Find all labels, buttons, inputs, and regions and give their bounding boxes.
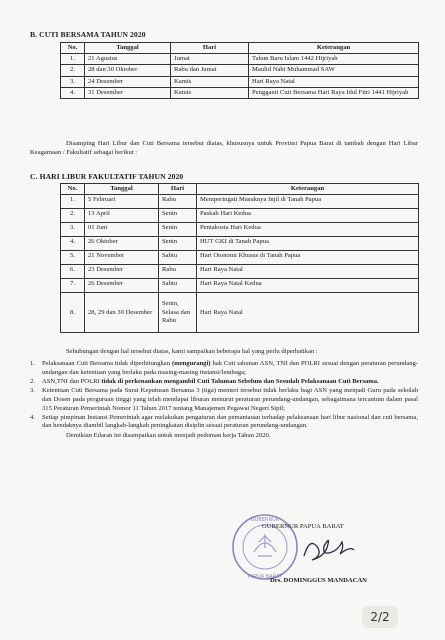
svg-text:PAPUA BARAT: PAPUA BARAT bbox=[247, 574, 283, 580]
cell-tanggal: 28 dan 30 Oktober bbox=[85, 65, 171, 76]
list-item: 3. Ketentuan Cuti Bersama pada Surat Keputusan Bersama 3 (tiga) menteri tersebut tidak berlaku bagi ASN yang menjadi Guru pada sekolah dan Dosen pada perguruan tinggi yang telah mendapat liburan menurut peraturan perundang-undangan, sebagaimana tercantum dalam pasal 315 Peraturan Pemerintah Nomor 11 Tahun 2017 tentang Manajemen Pegawai Negeri Sipil; bbox=[30, 387, 418, 412]
cell-hari: Senin bbox=[159, 223, 197, 237]
cell-no: 5. bbox=[61, 251, 85, 265]
cell-no: 4. bbox=[61, 87, 85, 98]
table-header-row bbox=[61, 184, 419, 195]
col-header-keterangan: Keterangan bbox=[197, 184, 419, 195]
cell-tanggal: 26 Desember bbox=[85, 279, 159, 293]
cell-no: 6. bbox=[61, 265, 85, 279]
section-b-title: B. CUTI BERSAMA TAHUN 2020 bbox=[30, 30, 146, 39]
table-row bbox=[61, 65, 419, 76]
cell-keterangan: Paskah Hari Kedua bbox=[197, 209, 419, 223]
cell-keterangan: HUT GKI di Tanah Papua bbox=[197, 237, 419, 251]
cell-keterangan: Tahun Baru Islam 1442 Hijriyah bbox=[249, 54, 419, 65]
col-header-hari: Hari bbox=[159, 184, 197, 195]
hari-libur-fakultatif-table bbox=[60, 183, 419, 333]
table-row bbox=[61, 54, 419, 65]
table-row bbox=[61, 223, 419, 237]
cell-tanggal: 28, 29 dan 30 Desember bbox=[85, 293, 159, 333]
cell-keterangan: Memperingati Masuknya Injil di Tanah Papua bbox=[197, 195, 419, 209]
list-item: 2. ASN,TNI dan POLRI tidak di perkenankan mengambil Cuti Tahunan Sebelum dan Sesudah Pelaksanaan Cuti Bersama. bbox=[30, 377, 379, 385]
col-header-tanggal: Tanggal bbox=[85, 184, 159, 195]
col-header-keterangan: Keterangan bbox=[249, 43, 419, 54]
table-row bbox=[61, 251, 419, 265]
cell-hari: Rabu dan Jumat bbox=[171, 65, 249, 76]
handwritten-signature-icon bbox=[300, 530, 356, 564]
cell-keterangan: Pengganti Cuti Bersama Hari Raya Idul Fitri 1441 Hijriyah bbox=[249, 87, 419, 98]
page-indicator: 2/2 bbox=[362, 606, 398, 628]
cell-no: 3. bbox=[61, 76, 85, 87]
list-item: 1. Pelaksanaan Cuti Bersama tidak diperhitungkan (mengurangi) hak Cuti tahunan ASN, TNI dan POLRI sesuai dengan peraturan perundang-undangan dan ketentuan yang berlaku pada masing-masing instansi/lembaga; bbox=[30, 360, 418, 376]
cell-keterangan: Hari Otonomi Khusus di Tanah Papua bbox=[197, 251, 419, 265]
cell-tanggal: 23 Desember bbox=[85, 265, 159, 279]
closing-paragraph: Demikian Edaran ini disampaikan untuk menjadi pedoman kerja Tahun 2020. bbox=[66, 432, 271, 440]
cell-hari: Senin bbox=[159, 209, 197, 223]
cell-no: 4. bbox=[61, 237, 85, 251]
table-row bbox=[61, 293, 419, 333]
table-row bbox=[61, 265, 419, 279]
cell-no: 1. bbox=[61, 54, 85, 65]
intro-paragraph: Disamping Hari Libur dan Cuti Bersama tersebut diatas, khususnya untuk Provinsi Papua Barat di tambah dengan Hari Libur Keagamaan / Fakultatif sebagai berikut : bbox=[30, 140, 418, 156]
cell-hari: Sabtu bbox=[159, 251, 197, 265]
cell-no: 8. bbox=[61, 293, 85, 333]
cell-tanggal: 13 April bbox=[85, 209, 159, 223]
list-item: 4. Setiap pimpinan Instansi Pemerintah agar melakukan pengaturan dan pemantauan terhadap pelaksanaan hari libur nasional dan cuti bersama, dan hendaknya diambil langkah-langkah peningkatan disiplin sesuai peraturan perundang-undangan. bbox=[30, 413, 418, 430]
cell-no: 7. bbox=[61, 279, 85, 293]
cell-no: 2. bbox=[61, 209, 85, 223]
cell-hari: Senin bbox=[159, 237, 197, 251]
cell-no: 1. bbox=[61, 195, 85, 209]
cell-hari: Rabu bbox=[159, 195, 197, 209]
table-row bbox=[61, 87, 419, 98]
cell-hari: Kamis bbox=[171, 87, 249, 98]
cell-tanggal: 21 Agustus bbox=[85, 54, 171, 65]
cell-keterangan: Maulid Nabi Muhammad SAW bbox=[249, 65, 419, 76]
cell-keterangan: Pentakosta Hari Kedua bbox=[197, 223, 419, 237]
cell-keterangan: Hari Raya Natal bbox=[197, 293, 419, 333]
cell-keterangan: Hari Raya Natal bbox=[197, 265, 419, 279]
svg-text:GUBERNUR: GUBERNUR bbox=[250, 517, 280, 523]
cell-tanggal: 01 Juni bbox=[85, 223, 159, 237]
cuti-bersama-table bbox=[60, 42, 419, 99]
cell-tanggal: 5 Februari bbox=[85, 195, 159, 209]
col-header-hari: Hari bbox=[171, 43, 249, 54]
table-row bbox=[61, 279, 419, 293]
table-row bbox=[61, 195, 419, 209]
points-list bbox=[30, 360, 418, 441]
table-row bbox=[61, 209, 419, 223]
cell-tanggal: 31 Desember bbox=[85, 87, 171, 98]
cell-hari: Rabu bbox=[159, 265, 197, 279]
cell-hari: Jumat bbox=[171, 54, 249, 65]
followup-intro: Sehubungan dengan hal tersebut diatas, kami sampaikan beberapa hal yang perlu diperhatikan : bbox=[66, 348, 318, 355]
cell-no: 3. bbox=[61, 223, 85, 237]
cell-keterangan: Hari Raya Natal bbox=[249, 76, 419, 87]
cell-no: 2. bbox=[61, 65, 85, 76]
cell-hari: Kamis bbox=[171, 76, 249, 87]
cell-tanggal: 26 Oktober bbox=[85, 237, 159, 251]
table-header-row bbox=[61, 43, 419, 54]
cell-tanggal: 24 Desember bbox=[85, 76, 171, 87]
signature-office: GUBERNUR PAPUA BARAT bbox=[262, 523, 344, 530]
cell-hari: Sabtu bbox=[159, 279, 197, 293]
table-row bbox=[61, 76, 419, 87]
table-row bbox=[61, 237, 419, 251]
col-header-no: No. bbox=[61, 43, 85, 54]
cell-tanggal: 21 November bbox=[85, 251, 159, 265]
col-header-tanggal: Tanggal bbox=[85, 43, 171, 54]
cell-hari: Senin, Selasa dan Rabu bbox=[159, 293, 197, 333]
col-header-no: No. bbox=[61, 184, 85, 195]
section-c-title: C. HARI LIBUR FAKULTATIF TAHUN 2020 bbox=[30, 172, 184, 181]
cell-keterangan: Hari Raya Natal Kedua bbox=[197, 279, 419, 293]
signature-name: Drs. DOMINGGUS MANDACAN bbox=[270, 577, 367, 584]
